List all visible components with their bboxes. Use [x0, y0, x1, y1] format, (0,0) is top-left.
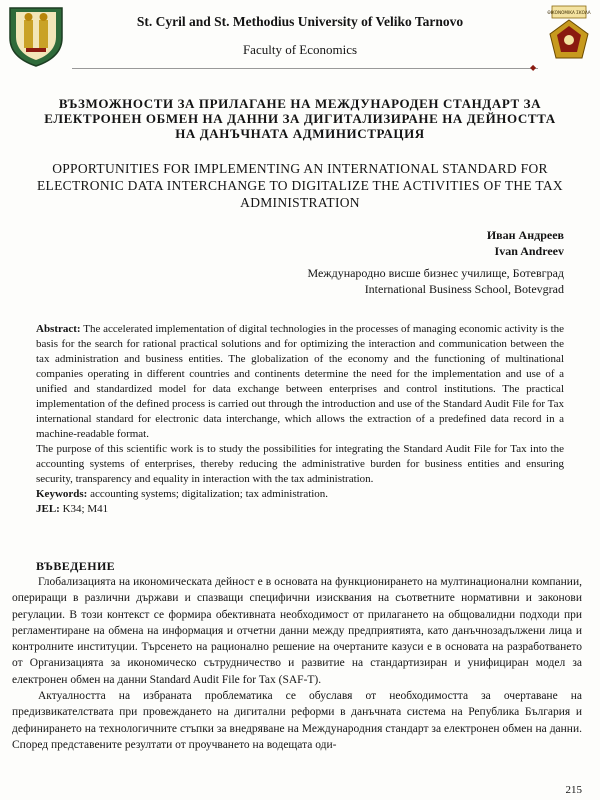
svg-text:ΘΙΚΟΝΟΜΙΚΑ ΣΚΟΛΑ: ΘΙΚΟΝΟΜΙΚΑ ΣΚΟΛΑ — [547, 10, 591, 15]
author-name-bulgarian: Иван Андреев — [486, 228, 564, 242]
university-name: St. Cyril and St. Methodius University of Veliko Tarnovo — [136, 14, 464, 29]
author-name-english: Ivan Andreev — [494, 244, 564, 258]
body-paragraph-2: Актуалността на избраната проблематика се обуславя от необходимостта за очертаване на предизвикателствата при провеждането на дигитални реформи в данъчната система на Република България и дефинирането на технологичните стъпки за внедряване на Международния стандарт за електронен обмен на данни. Според представените резултати от проучването на водещата оди- — [12, 690, 582, 751]
body-paragraph-1: Глобализацията на икономическата дейност е в основата на функционирането на мултинационални компании, опериращи в различни държави и спазващи специфични изисквания на съответните нормативни и законови регулации. В този контекст се формира обективната необходимост от прилагането на общовалидни подходи при регламентиране на обмена на информация и отчетни данни между предприятията, като данъчнозадължени лица и контролните институции. Търсенето на рационално решение на очертаните казуси е в основата на разработването от Организацията за икономическо сътрудничество и развитие на стандартизиран и унифициран модел за електронен обмен на данни Standard Audit File for Tax (SAF-T). — [12, 576, 582, 686]
section-heading: ВЪВЕДЕНИЕ — [36, 559, 116, 573]
divider-ornament-icon: ◆ — [530, 63, 537, 72]
keywords-line — [36, 487, 564, 502]
abstract-text-1: The accelerated implementation of digital technologies in the processes of managing economic activity is the basis for the search for rational practical solutions and for optimizing the interaction and communication between the tax administration and business entities. The globalization of the economy and the functioning of multinational companies operating in different countries and continents determine the need for the implementation and use of a unified and standardized model for data exchange between enterprises and control institutions. The practical implementation of the defined process is carried out through the introduction and use of the Standard Audit File for Tax international standard for electronic data interchange, which allows the extraction of a predefined data record in a machine-readable format. — [36, 323, 565, 440]
header-divider — [72, 68, 538, 69]
abstract-block — [36, 322, 564, 517]
keywords-text: accounting systems; digitalization; tax administration. — [90, 488, 329, 500]
abstract-label: Abstract: — [36, 323, 81, 335]
faculty-name: Faculty of Economics — [242, 42, 358, 57]
abstract-paragraph-2: The purpose of this scientific work is to study the possibilities for integrating the Standard Audit File for Tax into the accounting systems of enterprises, thereby reducing the administrative burden for business entities and ensuring security, transparency and equality in interaction with the tax administration. — [36, 443, 564, 485]
page-number: 215 — [565, 784, 582, 796]
abstract-paragraph-1 — [36, 322, 564, 442]
affiliation-bulgarian: Международно висше бизнес училище, Ботевград — [307, 266, 564, 280]
section-body — [12, 574, 582, 753]
paper-title-english: OPPORTUNITIES FOR IMPLEMENTING AN INTERNATIONAL STANDARD FOR ELECTRONIC DATA INTERCHANGE TO DIGITALIZE THE ACTIVITIES OF THE TAX ADMINISTRATION — [37, 161, 563, 210]
jel-label: JEL: — [36, 503, 60, 515]
faculty-emblem-logo — [544, 4, 594, 64]
university-crest-logo — [4, 4, 68, 68]
paper-title-bulgarian: ВЪЗМОЖНОСТИ ЗА ПРИЛАГАНЕ НА МЕЖДУНАРОДЕН СТАНДАРТ ЗА ЕЛЕКТРОНЕН ОБМЕН НА ДАННИ ЗА ДИГИТАЛИЗИРАНЕ НА ДЕЙНОСТТА НА ДАНЪЧНАТА АДМИНИСТРАЦИЯ — [44, 96, 556, 141]
jel-codes: K34; M41 — [62, 503, 109, 515]
affiliation-english: International Business School, Botevgrad — [364, 282, 564, 296]
jel-line — [36, 502, 564, 517]
keywords-label: Keywords: — [36, 488, 88, 500]
